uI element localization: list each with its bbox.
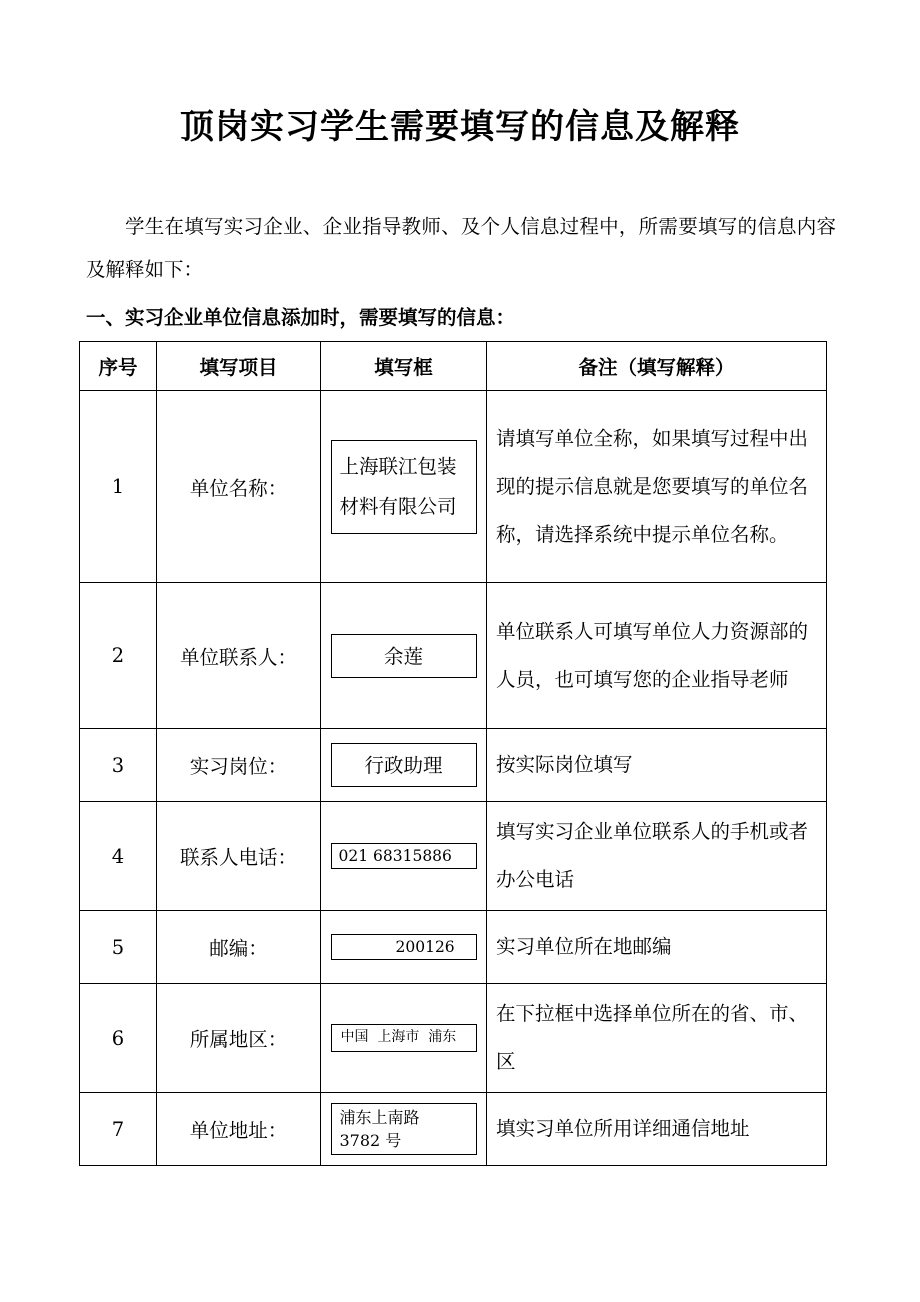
table-header-row	[80, 342, 827, 391]
header-item: 填写项目	[157, 342, 321, 391]
table-row	[80, 802, 827, 911]
row-field-cell	[321, 729, 487, 802]
section-heading: 一、实习企业单位信息添加时，需要填写的信息：	[86, 306, 516, 329]
position-input[interactable]: 行政助理	[331, 743, 477, 787]
row-field-cell	[321, 391, 487, 583]
row-field-cell	[321, 984, 487, 1093]
row-note: 填写实习企业单位联系人的手机或者办公电话	[487, 802, 827, 911]
row-note: 实习单位所在地邮编	[487, 911, 827, 984]
row-num: 6	[80, 984, 157, 1093]
address-input[interactable]	[331, 1103, 477, 1155]
row-num: 3	[80, 729, 157, 802]
header-note: 备注（填写解释）	[487, 342, 827, 391]
contact-person-input[interactable]: 余莲	[331, 634, 477, 678]
row-field-cell	[321, 911, 487, 984]
row-num: 5	[80, 911, 157, 984]
postcode-input[interactable]: 200126	[331, 934, 477, 960]
intro-paragraph: 学生在填写实习企业、企业指导教师、及个人信息过程中，所需要填写的信息内容及解释如下：	[86, 215, 836, 281]
region-select[interactable]: 中国 上海市 浦东	[331, 1024, 477, 1052]
row-note: 单位联系人可填写单位人力资源部的人员，也可填写您的企业指导老师	[487, 583, 827, 729]
row-num: 1	[80, 391, 157, 583]
row-field-cell	[321, 802, 487, 911]
table-row	[80, 984, 827, 1093]
row-label: 单位联系人：	[157, 583, 321, 729]
row-field-cell	[321, 583, 487, 729]
table-row	[80, 729, 827, 802]
field-line: 材料有限公司	[339, 494, 457, 518]
row-label: 单位名称：	[157, 391, 321, 583]
row-num: 4	[80, 802, 157, 911]
page-title: 顶岗实习学生需要填写的信息及解释	[180, 107, 740, 147]
row-num: 2	[80, 583, 157, 729]
field-line: 3782 号	[339, 1131, 402, 1150]
table-row	[80, 391, 827, 583]
table-row	[80, 911, 827, 984]
row-label: 邮编：	[157, 911, 321, 984]
row-note: 填实习单位所用详细通信地址	[487, 1093, 827, 1166]
row-label: 所属地区：	[157, 984, 321, 1093]
field-line: 浦东上南路	[339, 1108, 420, 1127]
info-table	[79, 341, 827, 1166]
contact-phone-input[interactable]: 021 68315886	[331, 843, 477, 869]
row-note: 请填写单位全称，如果填写过程中出现的提示信息就是您要填写的单位名称，请选择系统中提示单位名称。	[487, 391, 827, 583]
row-note: 按实际岗位填写	[487, 729, 827, 802]
company-name-input[interactable]	[331, 440, 477, 534]
header-field: 填写框	[321, 342, 487, 391]
row-label: 联系人电话：	[157, 802, 321, 911]
row-label: 实习岗位：	[157, 729, 321, 802]
row-field-cell	[321, 1093, 487, 1166]
table-row	[80, 1093, 827, 1166]
header-num: 序号	[80, 342, 157, 391]
row-num: 7	[80, 1093, 157, 1166]
row-note: 在下拉框中选择单位所在的省、市、区	[487, 984, 827, 1093]
row-label: 单位地址：	[157, 1093, 321, 1166]
table-row	[80, 583, 827, 729]
field-line: 上海联江包装	[339, 454, 457, 478]
